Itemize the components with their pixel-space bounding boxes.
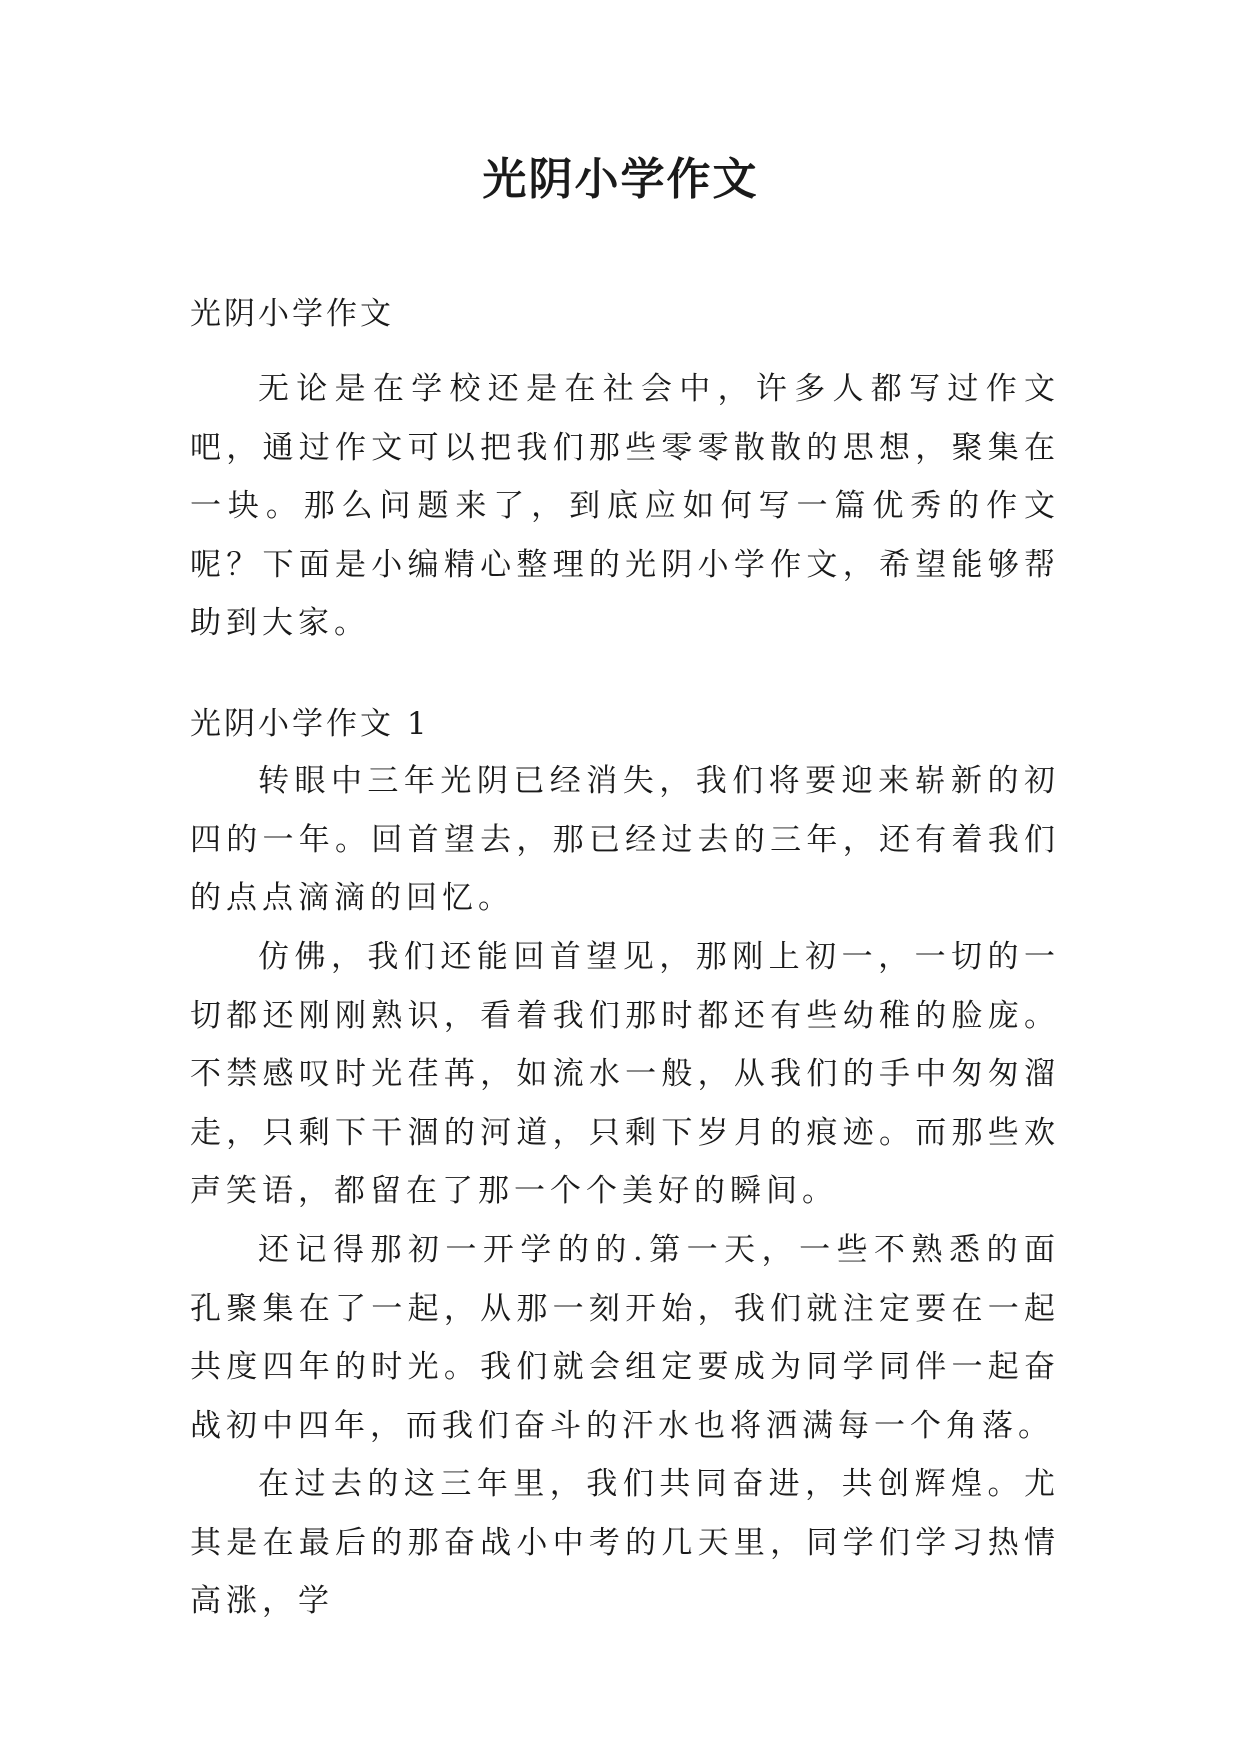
body-paragraph-3: 还记得那初一开学的的.第一天，一些不熟悉的面孔聚集在了一起，从那一刻开始，我们就注定要在一起共度四年的时光。我们就会组定要成为同学同伴一起奋战初中四年，而我们奋斗的汗水也将洒满每一个角落。 — [190, 1232, 1060, 1444]
intro-paragraph: 无论是在学校还是在社会中，许多人都写过作文吧，通过作文可以把我们那些零零散散的思想，聚集在一块。那么问题来了，到底应如何写一篇优秀的作文呢？下面是小编精心整理的光阴小学作文，希望能够帮助到大家。 — [190, 371, 1060, 641]
body-paragraph-1: 转眼中三年光阴已经消失，我们将要迎来崭新的初四的一年。回首望去，那已经过去的三年，还有着我们的点点滴滴的回忆。 — [190, 763, 1060, 916]
section-heading: 光阴小学作文 1 — [190, 706, 430, 742]
body-paragraph-2: 仿佛，我们还能回首望见，那刚上初一，一切的一切都还刚刚熟识，看着我们那时都还有些幼稚的脸庞。不禁感叹时光荏苒，如流水一般，从我们的手中匆匆溜走，只剩下干涸的河道，只剩下岁月的痕迹。而那些欢声笑语，都留在了那一个个美好的瞬间。 — [190, 939, 1060, 1209]
document-title: 光阴小学作文 — [482, 154, 759, 205]
body-paragraph-4: 在过去的这三年里，我们共同奋进，共创辉煌。尤其是在最后的那奋战小中考的几天里，同学们学习热情高涨，学 — [190, 1466, 1060, 1619]
document-subtitle: 光阴小学作文 — [190, 296, 394, 332]
